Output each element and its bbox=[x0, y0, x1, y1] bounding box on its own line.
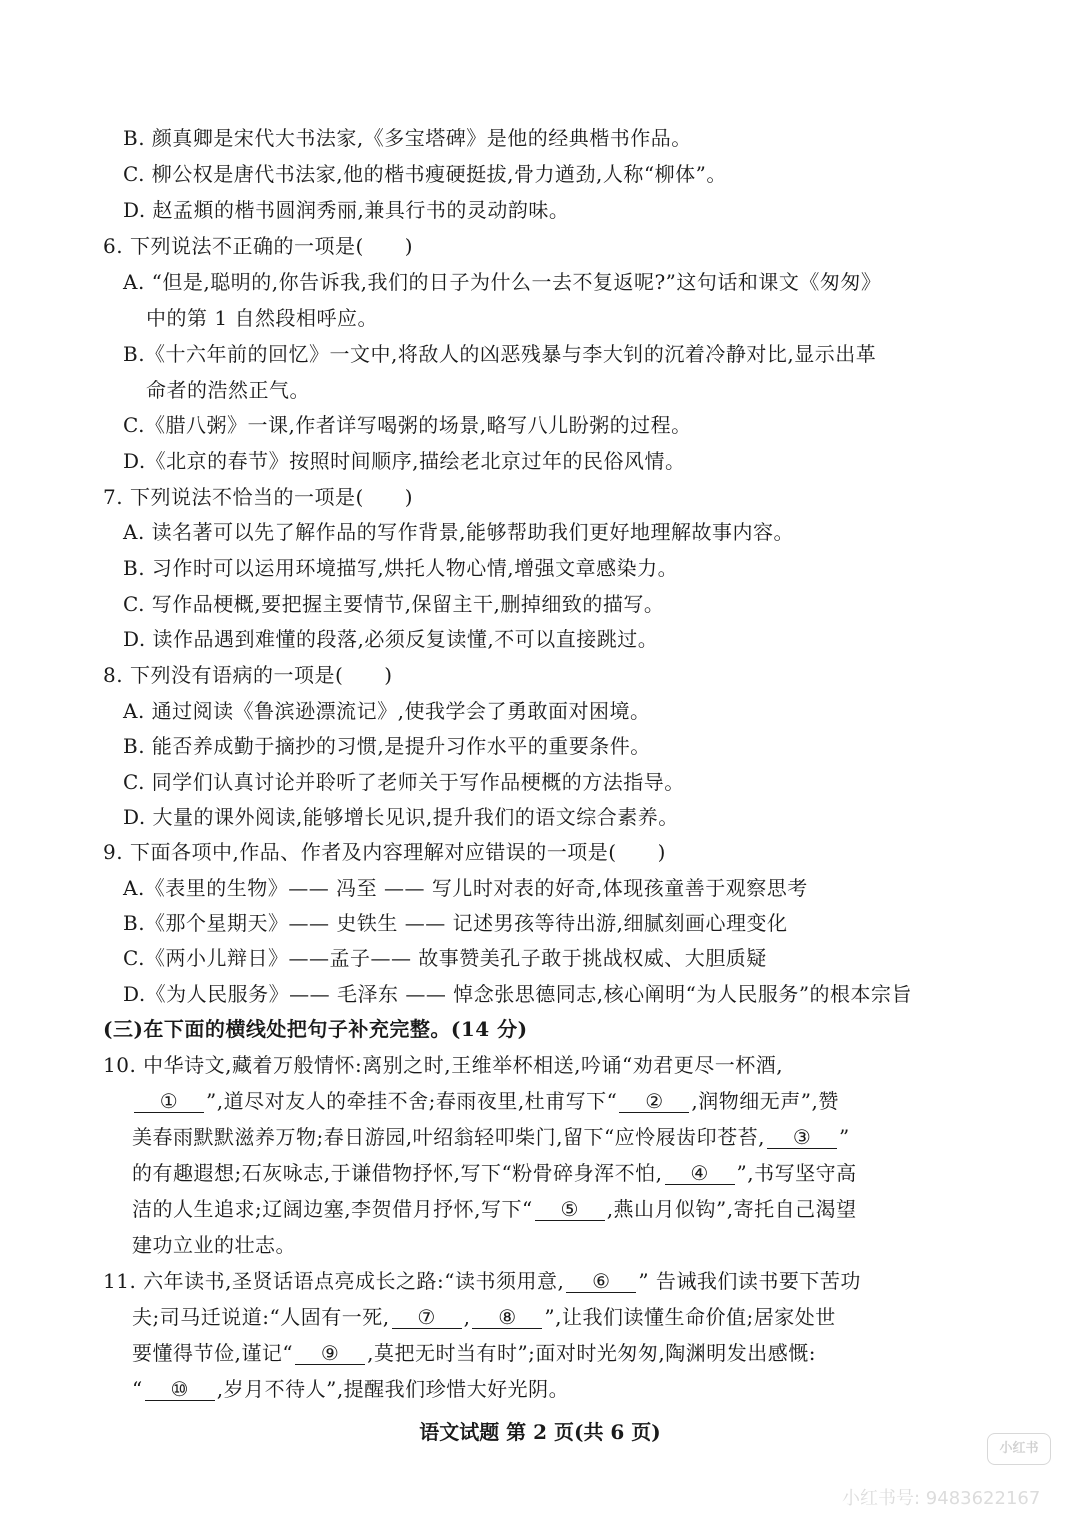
q11-line-3 bbox=[132, 1340, 816, 1366]
q7-option-c: C. 写作品梗概,要把握主要情节,保留主干,删掉细致的描写。 bbox=[123, 592, 665, 616]
q10-text-5a: 洁的人生追求;辽阔边塞,李贺借月抒怀,写下“ bbox=[132, 1197, 533, 1221]
q8-stem: 8. 下列没有语病的一项是( ) bbox=[103, 663, 393, 687]
q8-option-c: C. 同学们认真讨论并聆听了老师关于写作品梗概的方法指导。 bbox=[123, 770, 685, 794]
q11-text-2a: 夫;司马迁说道:“人固有一死, bbox=[132, 1305, 390, 1329]
q7-option-d: D. 读作品遇到难懂的段落,必须反复读懂,不可以直接跳过。 bbox=[123, 627, 659, 651]
q11-text-3a: 要懂得节俭,谨记“ bbox=[132, 1341, 294, 1365]
q9-option-c: C.《两小儿辩日》——孟子—— 故事赞美孔子敢于挑战权威、大胆质疑 bbox=[123, 946, 767, 970]
blank-2[interactable]: ② bbox=[619, 1090, 689, 1113]
q10-line-2 bbox=[132, 1088, 839, 1114]
q11-text-3b: ,莫把无时当有时”;面对时光匆匆,陶渊明发出感慨: bbox=[367, 1341, 817, 1365]
q5-option-d: D. 赵孟頫的楷书圆润秀丽,兼具行书的灵动韵味。 bbox=[123, 198, 570, 222]
q8-option-b: B. 能否养成勤于摘抄的习惯,是提升习作水平的重要条件。 bbox=[123, 734, 651, 758]
q11-text-4b: ,岁月不待人”,提醒我们珍惜大好光阴。 bbox=[216, 1377, 570, 1401]
q10-line-1: 10. 中华诗文,藏着万般情怀:离别之时,王维举杯相送,吟诵“劝君更尽一杯酒, bbox=[103, 1053, 784, 1077]
q11-line-4 bbox=[132, 1376, 569, 1402]
q11-line-1 bbox=[103, 1268, 861, 1294]
q5-option-b: B. 颜真卿是宋代大书法家,《多宝塔碑》是他的经典楷书作品。 bbox=[123, 126, 692, 150]
blank-1[interactable]: ① bbox=[134, 1090, 204, 1113]
blank-3[interactable]: ③ bbox=[767, 1126, 837, 1149]
q11-text-2c: ”,让我们读懂生命价值;居家处世 bbox=[544, 1305, 836, 1329]
q6-option-b-cont: 命者的浩然正气。 bbox=[146, 378, 310, 402]
q7-stem: 7. 下列说法不恰当的一项是( ) bbox=[103, 485, 414, 509]
q10-text-2b: ,润物细无声”,赞 bbox=[691, 1089, 839, 1113]
q6-option-b: B.《十六年前的回忆》一文中,将敌人的凶恶残暴与李大钊的沉着冷静对比,显示出革 bbox=[123, 342, 877, 366]
watermark-badge: 小红书 bbox=[987, 1433, 1051, 1465]
q6-option-d: D.《北京的春节》按照时间顺序,描绘老北京过年的民俗风情。 bbox=[123, 449, 686, 473]
q10-line-4 bbox=[132, 1160, 857, 1186]
q11-text-1b: ” 告诫我们读书要下苦功 bbox=[638, 1269, 861, 1293]
page-footer: 语文试题 第 2 页(共 6 页) bbox=[419, 1420, 661, 1444]
q7-option-a: A. 读名著可以先了解作品的写作背景,能够帮助我们更好地理解故事内容。 bbox=[123, 520, 795, 544]
q10-text-2a: ”,道尽对友人的牵挂不舍;春雨夜里,杜甫写下“ bbox=[206, 1089, 618, 1113]
q6-option-a: A. “但是,聪明的,你告诉我,我们的日子为什么一去不复返呢?”这句话和课文《匆匆》 bbox=[123, 270, 882, 294]
q9-stem: 9. 下面各项中,作品、作者及内容理解对应错误的一项是( ) bbox=[103, 840, 666, 864]
q10-text-4a: 的有趣遐想;石灰咏志,于谦借物抒怀,写下“粉骨碎身浑不怕, bbox=[132, 1161, 663, 1185]
blank-8[interactable]: ⑧ bbox=[472, 1306, 542, 1329]
q9-option-a: A.《表里的生物》—— 冯至 —— 写儿时对表的好奇,体现孩童善于观察思考 bbox=[123, 876, 808, 900]
blank-6[interactable]: ⑥ bbox=[566, 1270, 636, 1293]
q11-text-4a: “ bbox=[132, 1377, 143, 1401]
blank-4[interactable]: ④ bbox=[665, 1162, 735, 1185]
q6-option-a-cont: 中的第 1 自然段相呼应。 bbox=[146, 306, 378, 330]
q7-option-b: B. 习作时可以运用环境描写,烘托人物心情,增强文章感染力。 bbox=[123, 556, 679, 580]
q10-text-3a: 美春雨默默滋养万物;春日游园,叶绍翁轻叩柴门,留下“应怜屐齿印苍苔, bbox=[132, 1125, 766, 1149]
blank-5[interactable]: ⑤ bbox=[535, 1198, 605, 1221]
q10-line-5 bbox=[132, 1196, 857, 1222]
q6-stem: 6. 下列说法不正确的一项是( ) bbox=[103, 234, 414, 258]
q10-text-3b: ” bbox=[839, 1125, 850, 1149]
q10-text-5b: ,燕山月似钩”,寄托自己渴望 bbox=[606, 1197, 857, 1221]
blank-9[interactable]: ⑨ bbox=[295, 1342, 365, 1365]
q11-line-2 bbox=[132, 1304, 836, 1330]
q5-option-c: C. 柳公权是唐代书法家,他的楷书瘦硬挺拔,骨力遒劲,人称“柳体”。 bbox=[123, 162, 727, 186]
q10-line-6: 建功立业的壮志。 bbox=[132, 1233, 296, 1257]
q9-option-b: B.《那个星期天》—— 史铁生 —— 记述男孩等待出游,细腻刻画心理变化 bbox=[123, 911, 788, 935]
section-3-heading: (三)在下面的横线处把句子补充完整。(14 分) bbox=[103, 1017, 528, 1041]
blank-7[interactable]: ⑦ bbox=[392, 1306, 462, 1329]
q11-text-2b: , bbox=[463, 1305, 471, 1329]
q10-text-4b: ”,书写坚守高 bbox=[736, 1161, 857, 1185]
q8-option-d: D. 大量的课外阅读,能够增长见识,提升我们的语文综合素养。 bbox=[123, 805, 679, 829]
q9-option-d: D.《为人民服务》—— 毛泽东 —— 悼念张思德同志,核心阐明“为人民服务”的根本宗旨 bbox=[123, 982, 913, 1006]
q11-text-1a: 11. 六年读书,圣贤话语点亮成长之路:“读书须用意, bbox=[103, 1269, 565, 1293]
blank-10[interactable]: ⑩ bbox=[145, 1378, 215, 1401]
q6-option-c: C.《腊八粥》一课,作者详写喝粥的场景,略写八儿盼粥的过程。 bbox=[123, 413, 692, 437]
watermark-text: 小红书号: 9483622167 bbox=[842, 1488, 1041, 1509]
q10-line-3 bbox=[132, 1124, 850, 1150]
q8-option-a: A. 通过阅读《鲁滨逊漂流记》,使我学会了勇敢面对困境。 bbox=[123, 699, 651, 723]
